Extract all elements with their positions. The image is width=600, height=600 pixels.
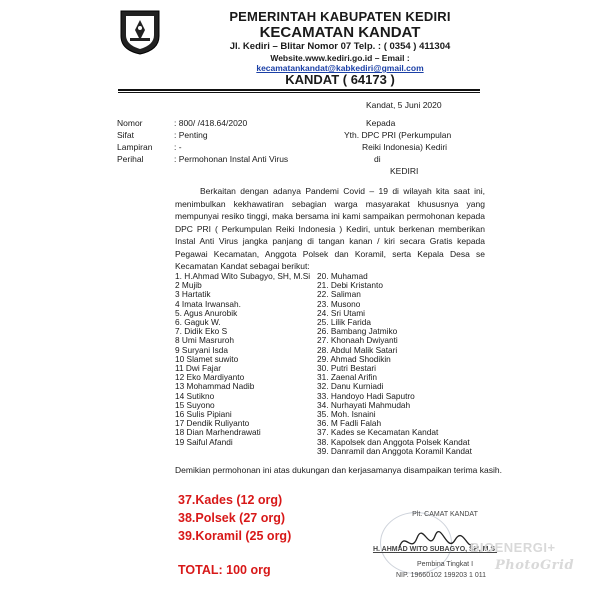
office-address: Jl. Kediri – Blitar Nomor 07 Telp. : ( 0354 ) 411304 xyxy=(229,41,451,52)
website-line: Website.www.kediri.go.id – Email : xyxy=(270,53,410,63)
postal-code: KANDAT ( 64173 ) xyxy=(285,72,395,87)
meta-row-sifat xyxy=(117,129,337,141)
handwritten-total: TOTAL: 100 org xyxy=(178,563,271,577)
list-item: 17 Dendik Ruliyanto xyxy=(175,418,250,429)
list-item: 13 Mohammad Nadib xyxy=(175,381,255,392)
list-item: 23. Musono xyxy=(317,298,361,309)
recipient-line3: di xyxy=(374,154,381,164)
list-item: 10 Slamet suwito xyxy=(175,353,239,364)
list-item: 34. Nurhayati Mahmudah xyxy=(317,399,411,410)
meta-value: : Penting xyxy=(174,130,208,140)
meta-value: : 800/ /418.64/2020 xyxy=(174,118,248,128)
signatory-nip: NIP. 19660102 199203 1 011 xyxy=(395,572,487,579)
list-item: 26. Bambang Jatmiko xyxy=(317,326,398,337)
email-link[interactable]: kecamatankandat@kabkediri@gmail.com xyxy=(256,63,424,73)
list-item: 7. Didik Eko S xyxy=(175,326,228,337)
names-list-left xyxy=(175,272,310,447)
list-item: 38. Kapolsek dan Anggota Polsek Kandat xyxy=(317,436,470,447)
handwritten-koramil: 39.Koramil (25 org) xyxy=(178,529,292,543)
meta-row-lampiran xyxy=(117,141,337,153)
recipient-line4: KEDIRI xyxy=(390,166,419,176)
list-item: 8 Umi Masruroh xyxy=(175,335,235,346)
list-item: 15 Suyono xyxy=(175,399,215,410)
government-name: PEMERINTAH KABUPATEN KEDIRI xyxy=(229,9,451,24)
list-item: 36. M Fadli Falah xyxy=(317,418,382,429)
meta-label: Sifat xyxy=(117,130,135,140)
list-item: 32. Danu Kurniadi xyxy=(317,381,384,392)
list-item: 11 Dwi Fajar xyxy=(175,363,221,374)
list-item: 16 Sulis Pipiani xyxy=(175,409,232,420)
closing-sentence: Demikian permohonan ini atas dukungan dan kerjasamanya disampaikan terima kasih. xyxy=(175,465,502,475)
list-item: 29. Ahmad Shodikin xyxy=(317,353,391,364)
meta-value: : Permohonan Instal Anti Virus xyxy=(174,154,289,164)
letterhead-divider-thin xyxy=(118,92,480,93)
letter-date: Kandat, 5 Juni 2020 xyxy=(366,100,442,110)
list-item: 19 Saiful Afandi xyxy=(175,436,233,447)
signatory-name: H. AHMAD WITO SUBAGYO, SH, M.Si xyxy=(372,546,498,553)
list-item: 1. H.Ahmad Wito Subagyo, SH, M.Si xyxy=(175,271,311,281)
list-item: 4 Imata Irwansah. xyxy=(175,298,241,309)
signature-scribble xyxy=(395,524,475,562)
list-item: 18 Dian Marhendrawati xyxy=(175,427,261,438)
list-item: 20. Muhamad xyxy=(317,271,368,281)
list-item: 14 Sutikno xyxy=(175,390,215,401)
body-text: Berkaitan dengan adanya Pandemi Covid – 19 di wilayah kita saat ini, menimbulkan kekhawatiran sebagian warga masyarakat khususnya yang mempunyai resiko tinggi, maka bersama ini kami sampaikan permohonan kepada DPC PRI ( Perkumpulan Reiki Indonesia ) Kediri, untuk berkenan memberikan Instal Anti Virus jangka panjang di tangan kanan / kiri secara Gratis kepada Pegawai Kecamatan, Anggota Polsek dan Koramil, serta Kepala Desa se Kecamatan Kandat sebagai berikut: xyxy=(175,186,485,271)
list-item: 28. Abdul Malik Satari xyxy=(317,344,398,355)
list-item: 22. Saliman xyxy=(317,289,361,300)
list-item: 37. Kades se Kecamatan Kandat xyxy=(317,427,439,438)
district-name: KECAMATAN KANDAT xyxy=(259,24,421,41)
list-item: 31. Zaenal Arifin xyxy=(317,372,377,383)
handwritten-polsek: 38.Polsek (27 org) xyxy=(178,511,285,525)
names-list-right xyxy=(317,272,472,456)
list-item: 39. Danramil dan Anggota Koramil Kandat xyxy=(317,445,472,456)
meta-row-nomor xyxy=(117,117,337,129)
watermark-photogrid: PhotoGrid xyxy=(495,558,575,573)
handwritten-kades: 37.Kades (12 org) xyxy=(178,493,283,507)
list-item: 24. Sri Utami xyxy=(317,307,365,318)
meta-row-perihal xyxy=(117,153,337,165)
letter-meta xyxy=(117,117,337,167)
list-item: 35. Moh. Isnaini xyxy=(317,409,376,420)
recipient-line1: Yth. DPC PRI (Perkumpulan xyxy=(344,130,452,140)
list-item: 12 Eko Mardiyanto xyxy=(175,372,245,383)
meta-value: : - xyxy=(174,142,182,152)
watermark-bioenergi: BIOENERGI+ xyxy=(470,540,556,555)
list-item: 21. Debi Kristanto xyxy=(317,280,383,291)
list-item: 3 Hartatik xyxy=(175,289,211,300)
meta-label: Nomor xyxy=(117,118,143,128)
recipient-line2: Reiki Indonesia) Kediri xyxy=(362,142,448,152)
list-item: 25. Lilik Farida xyxy=(317,317,371,328)
list-item: 6. Gaguk W. xyxy=(175,317,221,328)
recipient-kepada: Kepada xyxy=(366,118,396,128)
meta-label: Lampiran xyxy=(117,142,153,152)
signatory-rank: Pembina Tingkat I xyxy=(416,561,474,568)
letterhead-divider xyxy=(118,89,480,91)
meta-label: Perihal xyxy=(117,154,144,164)
body-paragraph xyxy=(175,185,485,273)
list-item: 5. Agus Anurobik xyxy=(175,307,238,318)
list-item: 27. Khonaah Dwiyanti xyxy=(317,335,398,346)
list-item: 9 Suryani Isda xyxy=(175,344,229,355)
list-item: 33. Handoyo Hadi Saputro xyxy=(317,390,415,401)
signatory-title: Plt. CAMAT KANDAT xyxy=(412,511,478,518)
list-item: 30. Putri Bestari xyxy=(317,363,377,374)
list-item: 2 Mujib xyxy=(175,280,202,291)
